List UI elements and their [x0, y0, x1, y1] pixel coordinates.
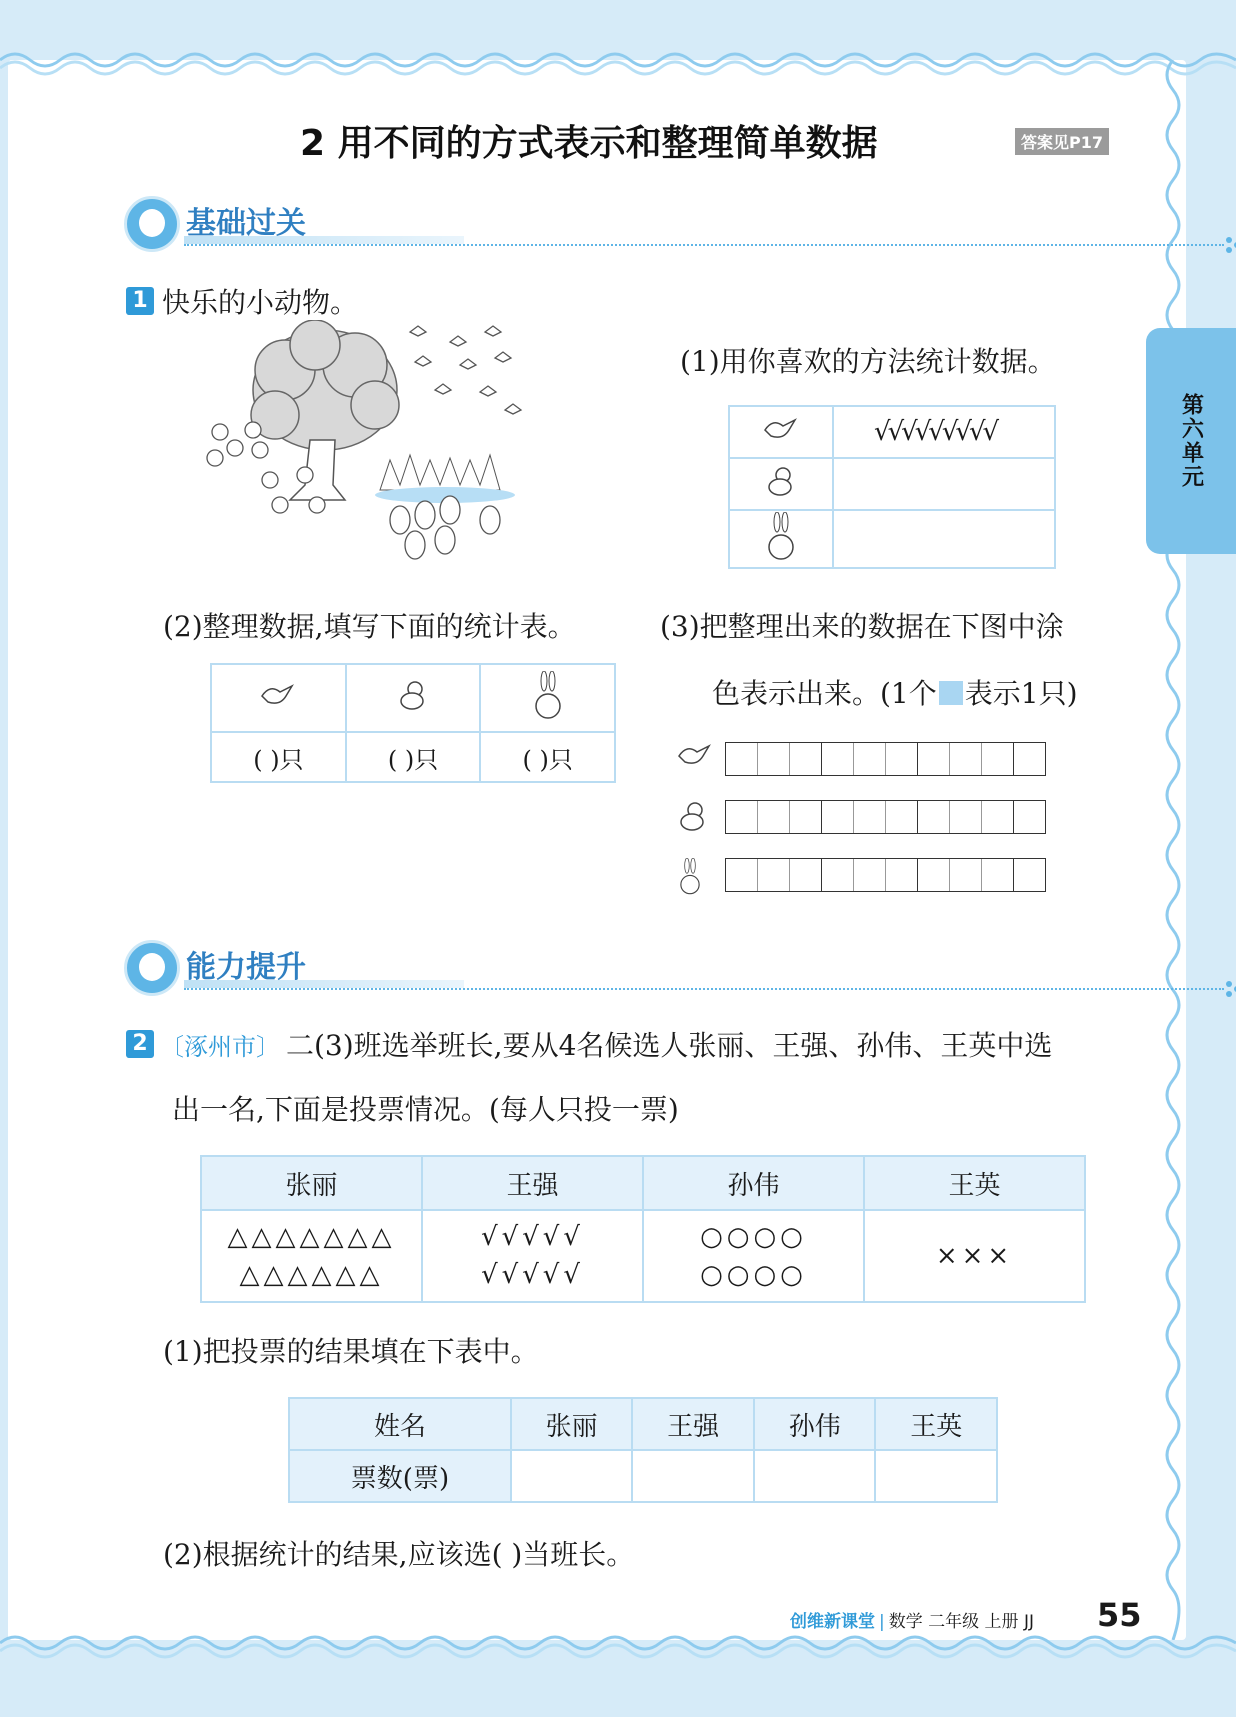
vote-marks: ○○○○: [700, 1222, 807, 1252]
chick-icon: [675, 800, 711, 834]
vote-marks-cell: [201, 1210, 422, 1302]
tally-rabbit-marks[interactable]: [833, 510, 1055, 568]
dotted-divider: [184, 988, 1224, 990]
section-advanced-header: [124, 940, 1124, 996]
vote-marks: △△△△△△: [239, 1260, 384, 1290]
vote-record-table: [200, 1155, 1086, 1303]
result-blank-cell[interactable]: [511, 1450, 633, 1502]
stat-rabbit-header: [480, 664, 615, 732]
vote-result-table: [288, 1397, 998, 1503]
statistics-table: [210, 663, 616, 783]
question-1-number: 1: [126, 287, 154, 315]
footer-info: [790, 1607, 1034, 1632]
q2-sub1-text: (1)把投票的结果填在下表中。: [163, 1335, 539, 1368]
q1-sub3-line2-end: 表示1只): [964, 677, 1078, 710]
q1-sub1-text: (1)用你喜欢的方法统计数据。: [680, 345, 1056, 378]
stat-chick-blank[interactable]: ( )只: [346, 732, 481, 782]
rabbit-grid-cells[interactable]: [725, 858, 1046, 892]
rabbit-icon: [675, 858, 705, 896]
section-basic-header: [124, 196, 1124, 252]
candidate-header: 孙伟: [643, 1156, 864, 1210]
unit-side-tab: [1146, 328, 1236, 554]
question-2-line1: [126, 1024, 1052, 1064]
unit-side-tab-label: 第六单元: [1178, 393, 1204, 489]
vote-marks-cell: [422, 1210, 643, 1302]
tally-chick-marks[interactable]: [833, 458, 1055, 510]
section-advanced-label: 能力提升: [186, 950, 306, 985]
answer-reference-badge: 答案见P17: [1015, 128, 1109, 155]
candidate-header: 张丽: [201, 1156, 422, 1210]
result-row-label: 票数(票): [289, 1450, 511, 1502]
stat-chick-header: [346, 664, 481, 732]
bird-icon: [258, 682, 298, 710]
tally-chick-cell: [729, 458, 833, 510]
stat-rabbit-blank[interactable]: ( )只: [480, 732, 615, 782]
question-2-source: 〔涿州市〕: [160, 1032, 280, 1061]
result-header: 张丽: [511, 1398, 633, 1450]
dotted-divider: [184, 244, 1224, 246]
question-1-heading: [126, 281, 358, 321]
question-2-text-line1: 二(3)班选举班长,要从4名候选人张丽、王强、孙伟、王英中选: [286, 1029, 1053, 1062]
vote-marks-cell: [864, 1210, 1085, 1302]
chick-grid-cells[interactable]: [725, 800, 1046, 834]
bar-grid-bird: [725, 742, 1046, 776]
chick-icon: [763, 465, 799, 499]
result-header: 姓名: [289, 1398, 511, 1450]
vote-marks: √√√√√: [481, 1222, 584, 1252]
page-number: 55: [1097, 1596, 1142, 1634]
bird-icon: [761, 416, 801, 444]
result-header: 王英: [875, 1398, 997, 1450]
bird-grid-cells[interactable]: [725, 742, 1046, 776]
page-title: 2 用不同的方式表示和整理简单数据: [300, 123, 878, 164]
divider-dots-icon: [1224, 980, 1236, 998]
top-wave-border: [0, 38, 1236, 78]
q1-sub3-line1: (3)把整理出来的数据在下图中涂: [660, 610, 1064, 643]
q1-sub2-text: (2)整理数据,填写下面的统计表。: [163, 610, 576, 643]
candidate-header: 王英: [864, 1156, 1085, 1210]
result-header: 王强: [632, 1398, 754, 1450]
vote-marks: ○○○○: [700, 1260, 807, 1290]
tally-rabbit-cell: [729, 510, 833, 568]
bottom-wave-border: [0, 1625, 1236, 1665]
vote-marks: ×××: [935, 1241, 1014, 1271]
color-swatch-icon: [939, 681, 963, 705]
question-2-number: 2: [126, 1030, 154, 1058]
mascot-icon: [124, 940, 180, 996]
chick-icon: [395, 679, 431, 713]
q1-sub3-line2-start: 色表示出来。(1个: [712, 677, 937, 710]
stat-bird-blank[interactable]: ( )只: [211, 732, 346, 782]
result-blank-cell[interactable]: [754, 1450, 876, 1502]
question-2-text-line2: 出一名,下面是投票情况。(每人只投一票): [172, 1093, 679, 1126]
animals-scene-illustration: [205, 320, 575, 590]
footer-book-info: 数学 二年级 上册 JJ: [888, 1612, 1034, 1632]
q1-sub3-line2: [712, 672, 1078, 712]
vote-marks: √√√√√: [481, 1260, 584, 1290]
q2-sub2-text: (2)根据统计的结果,应该选( )当班长。: [163, 1538, 635, 1571]
bar-grid-rabbit: [725, 858, 1046, 892]
result-header: 孙伟: [754, 1398, 876, 1450]
vote-marks-cell: [643, 1210, 864, 1302]
bar-grid-chick: [725, 800, 1046, 834]
right-wave-border: [1155, 60, 1195, 1640]
candidate-header: 王强: [422, 1156, 643, 1210]
question-1-title: 快乐的小动物。: [162, 286, 359, 319]
vote-marks: △△△△△△△: [227, 1222, 396, 1252]
divider-dots-icon: [1224, 236, 1236, 254]
section-basic-label: 基础过关: [186, 206, 306, 241]
footer-brand: 创维新课堂: [790, 1612, 875, 1632]
rabbit-icon: [763, 512, 799, 562]
bird-icon: [675, 742, 715, 770]
result-blank-cell[interactable]: [875, 1450, 997, 1502]
result-blank-cell[interactable]: [632, 1450, 754, 1502]
tally-table: [728, 405, 1056, 569]
tally-bird-marks: √√√√√√√√√: [833, 406, 1055, 458]
stat-bird-header: [211, 664, 346, 732]
footer-separator: |: [879, 1612, 885, 1632]
mascot-icon: [124, 196, 180, 252]
tally-bird-cell: [729, 406, 833, 458]
rabbit-icon: [530, 671, 566, 721]
